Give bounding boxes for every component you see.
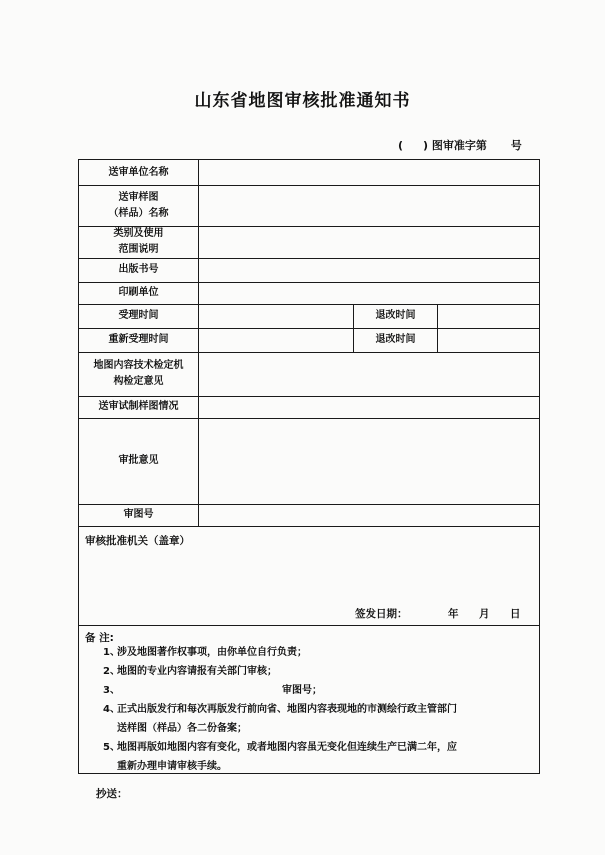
page-title: 山东省地图审核批准通知书	[194, 91, 411, 111]
inspection-opinion-label	[79, 352, 198, 396]
approval-opinion-label: 审批意见	[118, 455, 159, 466]
note-item-1: 1、涉及地图著作权事项，由你单位自行负责；	[103, 647, 307, 658]
return-time-label-2: 退改时间	[375, 334, 416, 345]
printer-label: 印刷单位	[118, 287, 159, 298]
approval-form-table	[78, 159, 540, 774]
doc-number-close-paren: )	[423, 139, 429, 152]
category-field[interactable]	[199, 226, 539, 258]
cc-label: 抄送：	[96, 788, 128, 800]
return-time-field-1[interactable]	[438, 304, 539, 328]
publisher-number-label: 出版书号	[118, 264, 159, 275]
sample-name-label-line1: 送审样图	[118, 191, 159, 203]
accept-time-field[interactable]	[199, 304, 353, 328]
issue-date-year: 年	[448, 608, 459, 620]
category-label-line1: 类别及使用	[113, 228, 164, 239]
doc-number-suffix: 号	[510, 139, 522, 152]
sample-name-label-line2: （样品）名称	[108, 207, 169, 219]
inspection-opinion-label-line2: 构检定意见	[113, 376, 164, 387]
accept-time-label: 受理时间	[118, 310, 159, 321]
return-time-label-1: 退改时间	[375, 310, 416, 321]
category-label-line2: 范围说明	[118, 244, 159, 255]
sample-name-field[interactable]	[199, 185, 539, 226]
note-item-2: 2、地图的专业内容请报有关部门审核；	[103, 666, 277, 677]
unit-name-field[interactable]	[199, 160, 539, 185]
note-item-4: 4、正式出版发行和每次再版发行前向省、地图内容表现地的市测绘行政主管部门 送样图（样品）各二份备案；	[103, 704, 457, 734]
doc-number-label: 图审准字第	[431, 139, 487, 152]
issue-date-label: 签发日期：	[355, 608, 408, 620]
printer-field[interactable]	[199, 282, 539, 304]
issue-date-month: 月	[479, 608, 490, 620]
return-time-field-2[interactable]	[438, 328, 539, 352]
reaccept-time-label: 重新受理时间	[108, 334, 169, 345]
inspection-opinion-field[interactable]	[199, 352, 539, 396]
notes-heading: 备 注:	[85, 632, 114, 644]
publisher-number-field[interactable]	[199, 258, 539, 282]
unit-name-label: 送审单位名称	[108, 166, 169, 178]
reaccept-time-field[interactable]	[199, 328, 353, 352]
sample-name-label	[79, 185, 198, 226]
trial-map-label: 送审试制样图情况	[98, 401, 179, 412]
document-number-line	[398, 137, 522, 153]
approval-opinion-field[interactable]	[199, 418, 539, 504]
note-item-3: 3、 审图号；	[103, 685, 322, 696]
approval-authority-label: 审核批准机关（盖章）	[85, 535, 190, 547]
trial-map-field[interactable]	[199, 396, 539, 418]
map-number-label: 审图号	[123, 509, 154, 520]
inspection-opinion-label-line1: 地图内容技术检定机	[93, 360, 184, 371]
map-number-field[interactable]	[199, 504, 539, 526]
note-item-5: 5、地图再版如地图内容有变化，或者地图内容虽无变化但连续生产已满二年，应 重新办理申请审核手续。	[103, 742, 457, 772]
issue-date-day: 日	[510, 608, 521, 620]
category-label	[79, 226, 198, 258]
doc-number-open-paren: (	[398, 139, 404, 152]
